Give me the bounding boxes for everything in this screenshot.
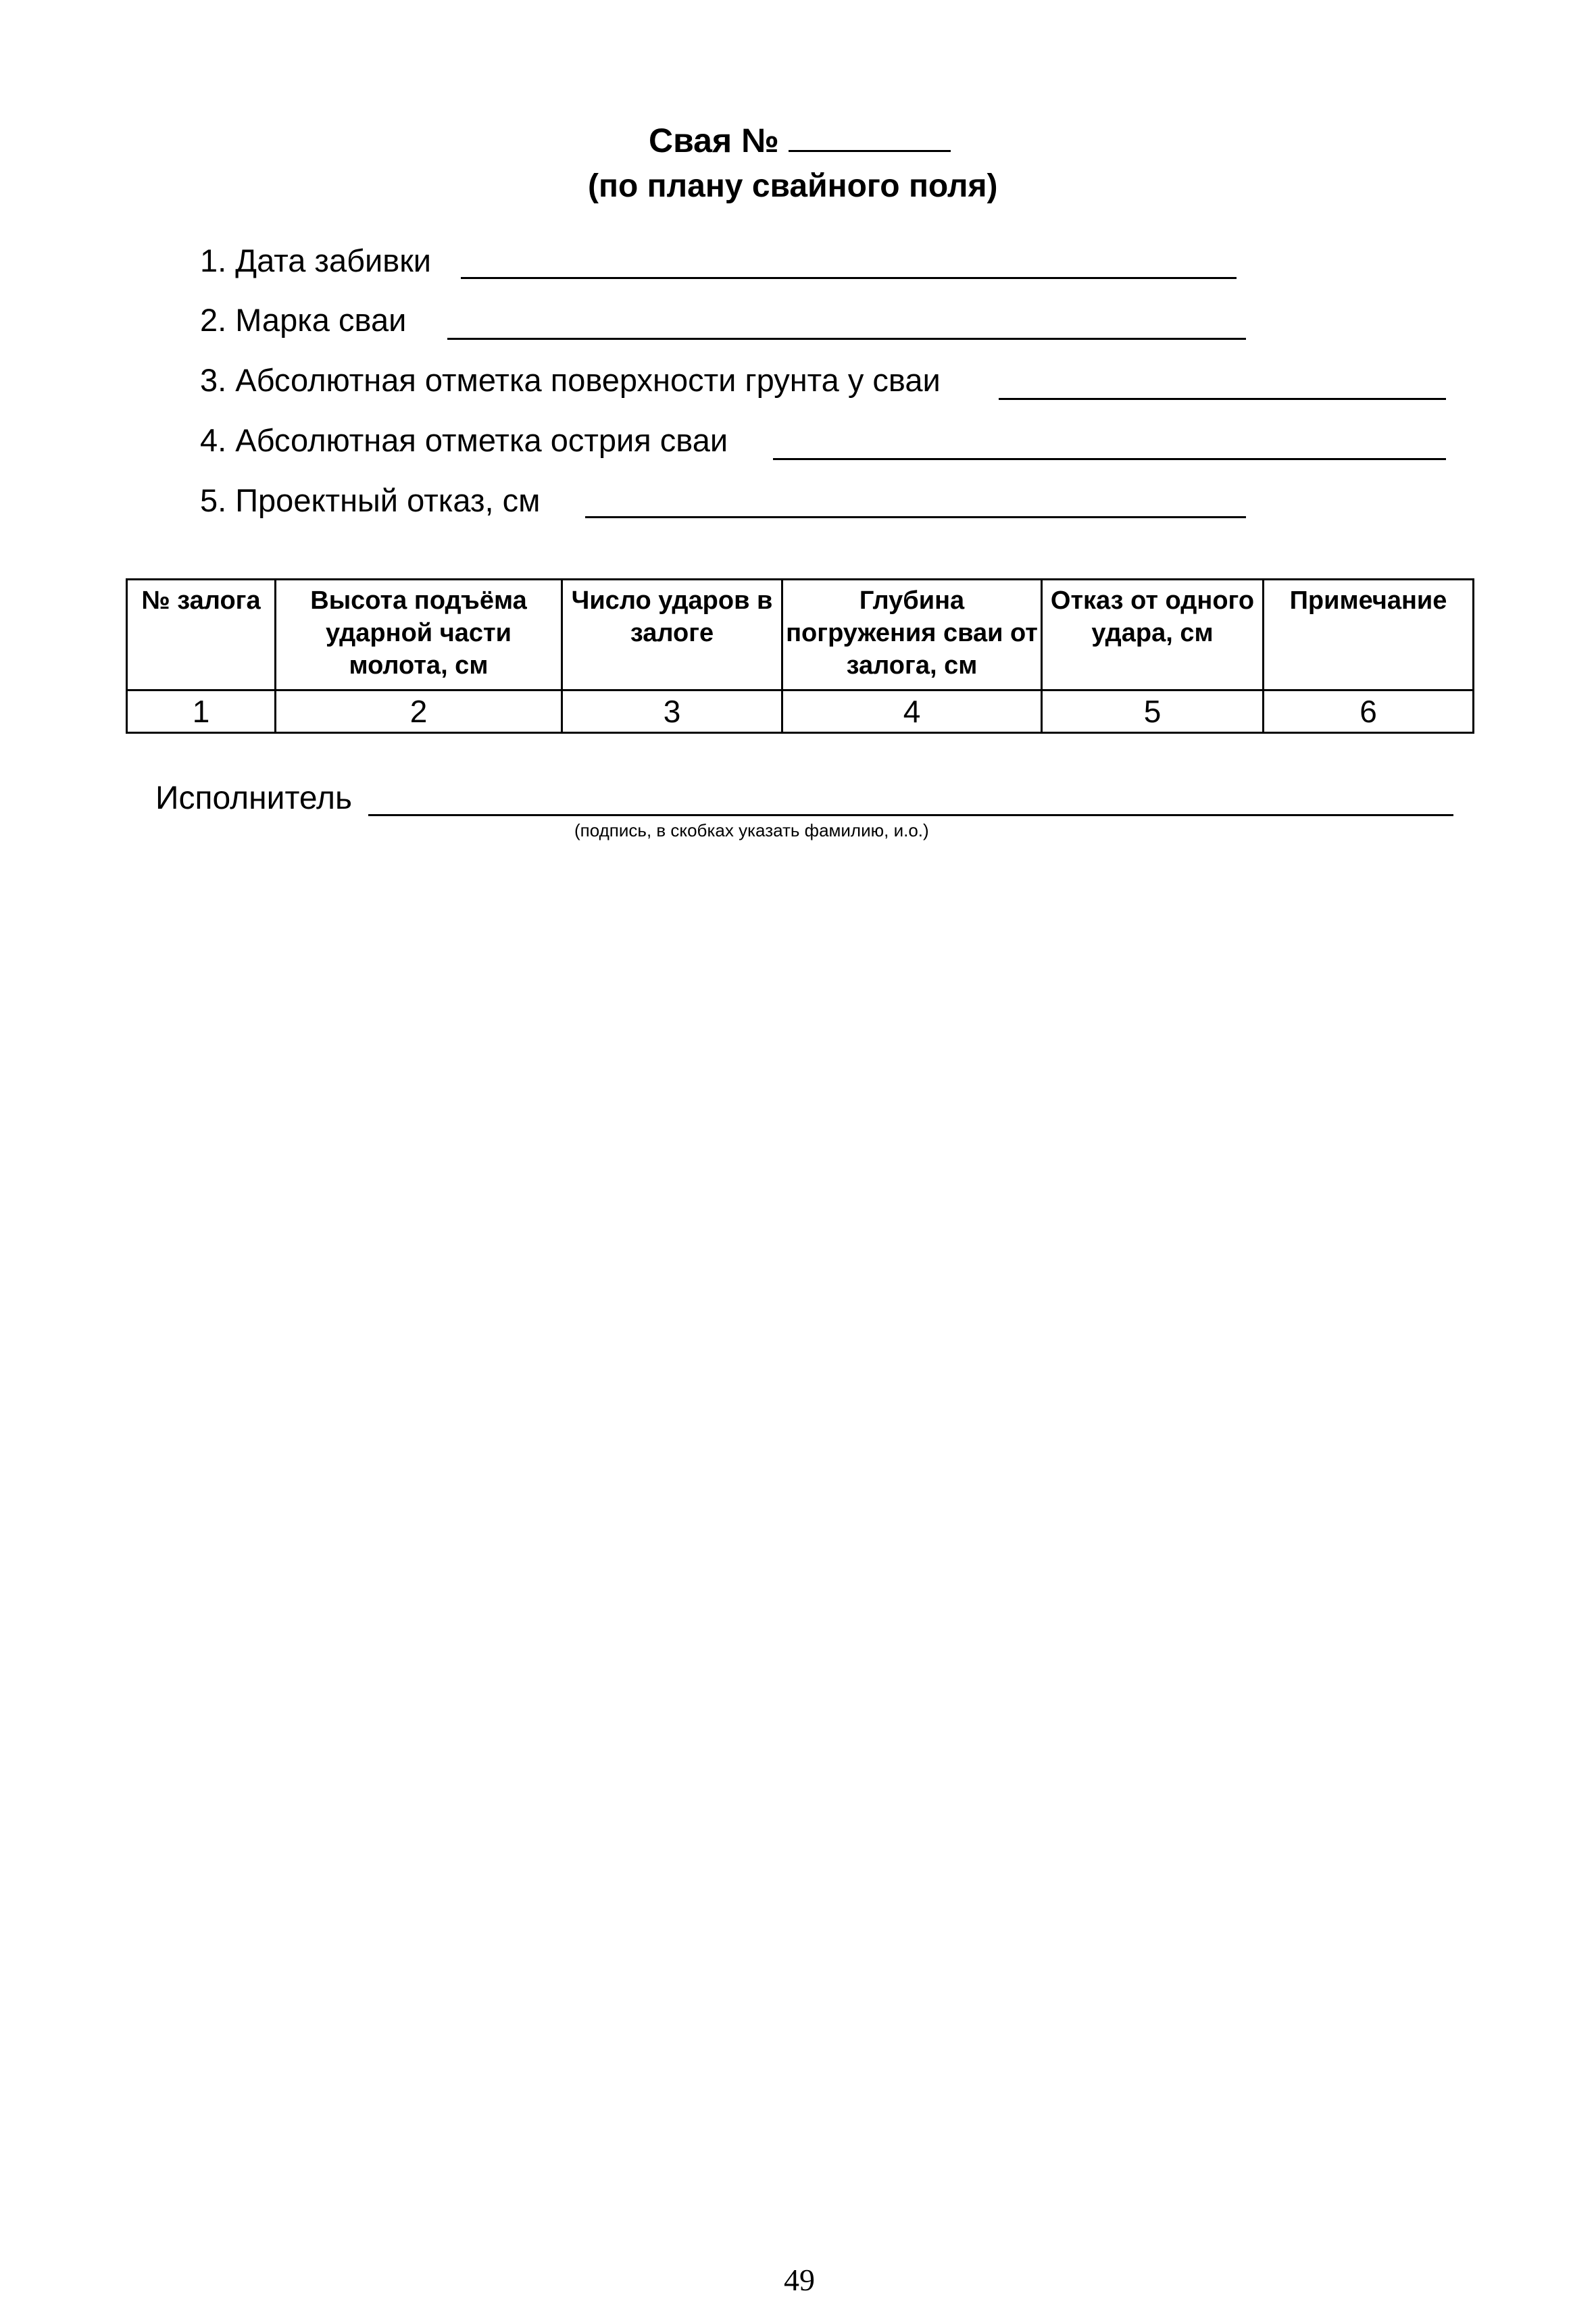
field-driving-date-blank[interactable] bbox=[461, 277, 1237, 279]
header-refusal-per-blow: Отказ от одного удара, см bbox=[1042, 580, 1264, 690]
column-number-cell: 3 bbox=[562, 690, 782, 733]
column-number-cell: 5 bbox=[1042, 690, 1264, 733]
executor-signature-note: (подпись, в скобках указать фамилию, и.о.) bbox=[574, 820, 929, 840]
executor-label: Исполнитель bbox=[155, 780, 353, 816]
table-header-row bbox=[127, 580, 1474, 690]
field-design-refusal-blank[interactable] bbox=[585, 516, 1246, 518]
field-pile-grade-label: 2. Марка сваи bbox=[200, 302, 407, 338]
field-ground-elevation-label: 3. Абсолютная отметка поверхности грунта у сваи bbox=[200, 362, 941, 398]
table-column-number-row bbox=[127, 690, 1474, 733]
pile-subtitle: (по плану свайного поля) bbox=[588, 168, 998, 204]
field-tip-elevation-label: 4. Абсолютная отметка острия сваи bbox=[200, 422, 728, 458]
executor-signature-line[interactable] bbox=[368, 814, 1453, 816]
field-ground-elevation-blank[interactable] bbox=[999, 398, 1446, 400]
column-number-cell: 1 bbox=[127, 690, 276, 733]
field-pile-grade-blank[interactable] bbox=[447, 338, 1246, 340]
field-design-refusal-label: 5. Проектный отказ, см bbox=[200, 482, 541, 518]
column-number-cell: 4 bbox=[782, 690, 1042, 733]
driving-log-table bbox=[126, 578, 1474, 734]
pile-number-blank[interactable] bbox=[789, 124, 951, 152]
header-penetration-depth: Глубина погружения сваи от залога, см bbox=[782, 580, 1042, 690]
header-blow-count: Число ударов в залоге bbox=[562, 580, 782, 690]
field-driving-date-label: 1. Дата забивки bbox=[200, 243, 432, 278]
page-number: 49 bbox=[784, 2263, 815, 2297]
header-hammer-lift-height: Высота подъёма ударной части молота, см bbox=[276, 580, 562, 690]
column-number-cell: 2 bbox=[276, 690, 562, 733]
header-remarks: Примечание bbox=[1264, 580, 1474, 690]
field-tip-elevation-blank[interactable] bbox=[773, 458, 1446, 460]
header-set-number: № залога bbox=[127, 580, 276, 690]
pile-title-text: Свая № bbox=[649, 122, 779, 159]
pile-title bbox=[649, 120, 951, 161]
column-number-cell: 6 bbox=[1264, 690, 1474, 733]
